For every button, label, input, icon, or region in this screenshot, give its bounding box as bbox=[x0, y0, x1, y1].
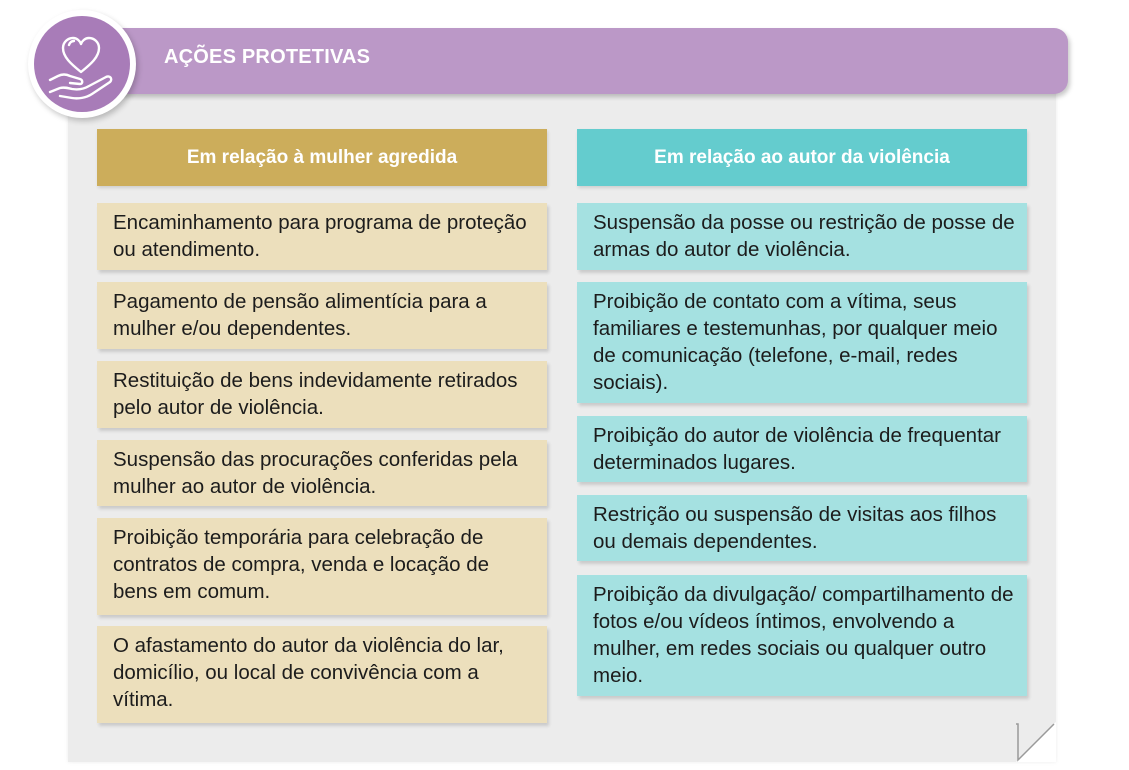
column-heading-victim: Em relação à mulher agredida bbox=[97, 129, 547, 186]
aggressor-measure-item: Proibição do autor de violência de frequentar determinados lugares. bbox=[577, 416, 1027, 482]
aggressor-measure-item: Proibição de contato com a vítima, seus familiares e testemunhas, por qualquer meio de comunicação (telefone, e-mail, redes sociais). bbox=[577, 282, 1027, 403]
victim-measure-item: Proibição temporária para celebração de contratos de compra, venda e locação de bens em comum. bbox=[97, 518, 547, 615]
victim-measure-item: Pagamento de pensão alimentícia para a mulher e/ou dependentes. bbox=[97, 282, 547, 349]
page-title: AÇÕES PROTETIVAS bbox=[164, 46, 371, 68]
aggressor-measure-item: Proibição da divulgação/ compartilhamento de fotos e/ou vídeos íntimos, envolvendo a mulher, em redes sociais ou qualquer outro meio. bbox=[577, 575, 1027, 696]
victim-measure-item: O afastamento do autor da violência do lar, domicílio, ou local de convivência com a vítima. bbox=[97, 626, 547, 723]
aggressor-measure-item: Suspensão da posse ou restrição de posse de armas do autor de violência. bbox=[577, 203, 1027, 270]
victim-measure-item: Restituição de bens indevidamente retirados pelo autor de violência. bbox=[97, 361, 547, 428]
header-badge bbox=[28, 10, 136, 118]
victim-measure-item: Suspensão das procurações conferidas pela mulher ao autor de violência. bbox=[97, 440, 547, 506]
aggressor-measure-item: Restrição ou suspensão de visitas aos filhos ou demais dependentes. bbox=[577, 495, 1027, 561]
page-fold-corner-icon bbox=[1016, 722, 1056, 762]
column-heading-aggressor: Em relação ao autor da violência bbox=[577, 129, 1027, 186]
heart-in-hand-icon bbox=[34, 16, 130, 112]
victim-measure-item: Encaminhamento para programa de proteção ou atendimento. bbox=[97, 203, 547, 270]
